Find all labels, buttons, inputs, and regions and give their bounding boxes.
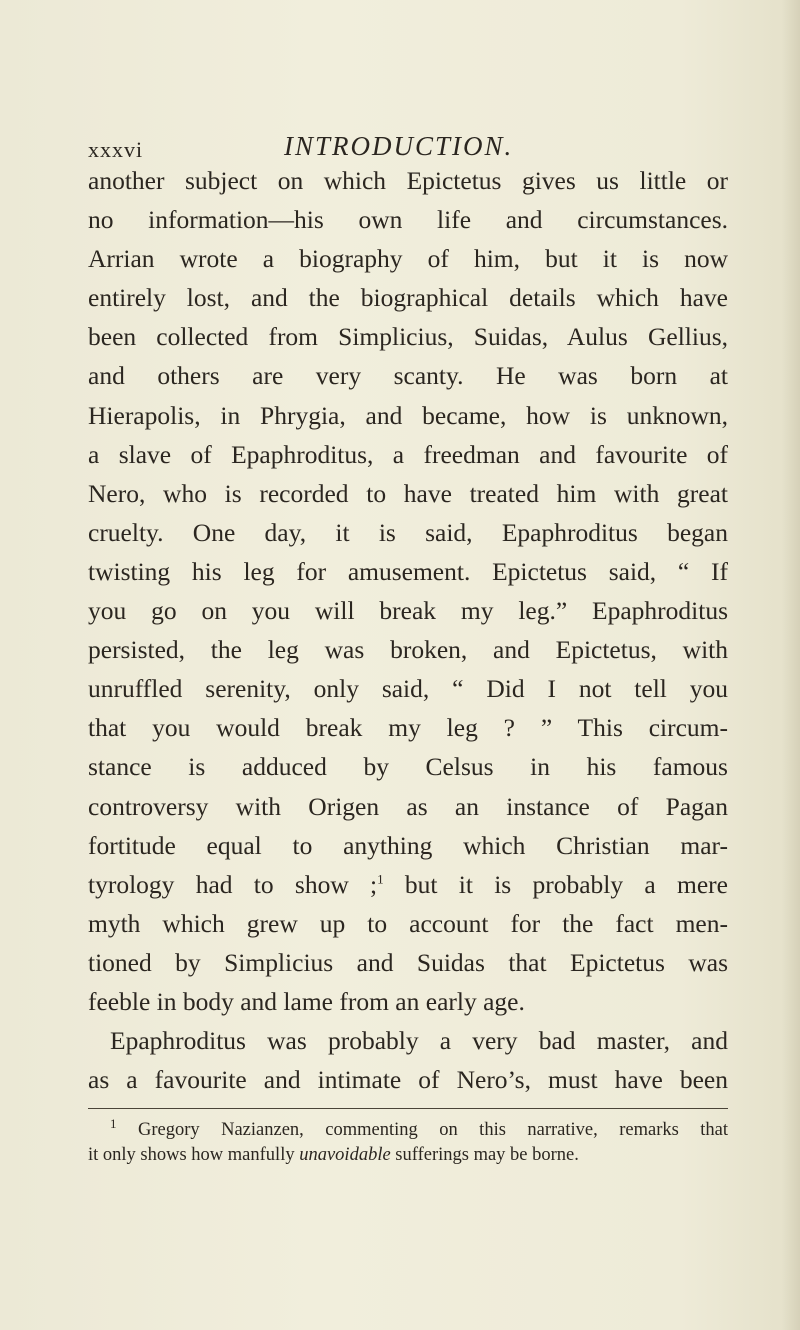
text-line: no information—his own life and circumstances. xyxy=(88,205,728,235)
text-line: been collected from Simplicius, Suidas, Aulus Gellius, xyxy=(88,322,728,352)
page-number: xxxvi xyxy=(88,137,144,162)
footnote-italic-word: unavoidable xyxy=(299,1145,391,1165)
text-line: fortitude equal to anything which Christian mar- xyxy=(88,830,728,860)
text-line: and others are very scanty. He was born at xyxy=(88,361,728,391)
footnote xyxy=(88,1115,729,1168)
text-line: stance is adduced by Celsus in his famous xyxy=(88,752,728,782)
text-line: cruelty. One day, it is said, Epaphroditus began xyxy=(88,517,728,547)
footnote-line xyxy=(88,1115,729,1143)
text-line-with-footnote-ref xyxy=(88,865,728,904)
footnote-reference[interactable]: 1 xyxy=(377,871,384,887)
text-line: another subject on which Epictetus gives us little or xyxy=(88,166,728,195)
running-head: INTRODUCTION. xyxy=(284,131,514,161)
footnote-text: Gregory Nazianzen, commenting on this narrative, remarks that xyxy=(137,1120,729,1140)
text-line: Hierapolis, in Phrygia, and became, how is unknown, xyxy=(88,400,728,430)
text-line: as a favourite and intimate of Nero’s, must have been xyxy=(88,1065,728,1095)
footnote-line xyxy=(88,1143,728,1168)
text-line: persisted, the leg was broken, and Epictetus, with xyxy=(88,635,728,665)
text-line: feeble in body and lame from an early age. xyxy=(88,986,525,1016)
footnote-marker: 1 xyxy=(110,1115,117,1131)
text-line: entirely lost, and the biographical details which have xyxy=(88,283,728,313)
text-segment: but it is probably a mere xyxy=(404,869,728,899)
text-line: that you would break my leg ? ” This circum- xyxy=(88,713,728,743)
footnote-text: sufferings may be borne. xyxy=(395,1145,579,1165)
text-line: you go on you will break my leg.” Epaphroditus xyxy=(88,596,728,626)
footnote-divider xyxy=(88,1108,728,1109)
body-text xyxy=(88,161,728,1099)
text-line: tioned by Simplicius and Suidas that Epictetus was xyxy=(88,947,728,977)
text-line: a slave of Epaphroditus, a freedman and favourite of xyxy=(88,439,728,469)
text-line: myth which grew up to account for the fact men- xyxy=(88,908,728,938)
text-line: unruffled serenity, only said, “ Did I not tell you xyxy=(88,674,728,704)
page-edge-shadow xyxy=(782,0,800,1330)
text-line: controversy with Origen as an instance of Pagan xyxy=(88,791,728,821)
text-line: twisting his leg for amusement. Epictetus said, “ If xyxy=(88,556,728,586)
text-line: Epaphroditus was probably a very bad master, and xyxy=(110,1026,728,1056)
text-segment: tyrology had to show ; xyxy=(88,869,378,899)
footnote-text: it only shows how manfully xyxy=(88,1145,295,1165)
text-line: Arrian wrote a biography of him, but it is now xyxy=(88,244,728,274)
text-line: Nero, who is recorded to have treated him with great xyxy=(88,478,728,508)
